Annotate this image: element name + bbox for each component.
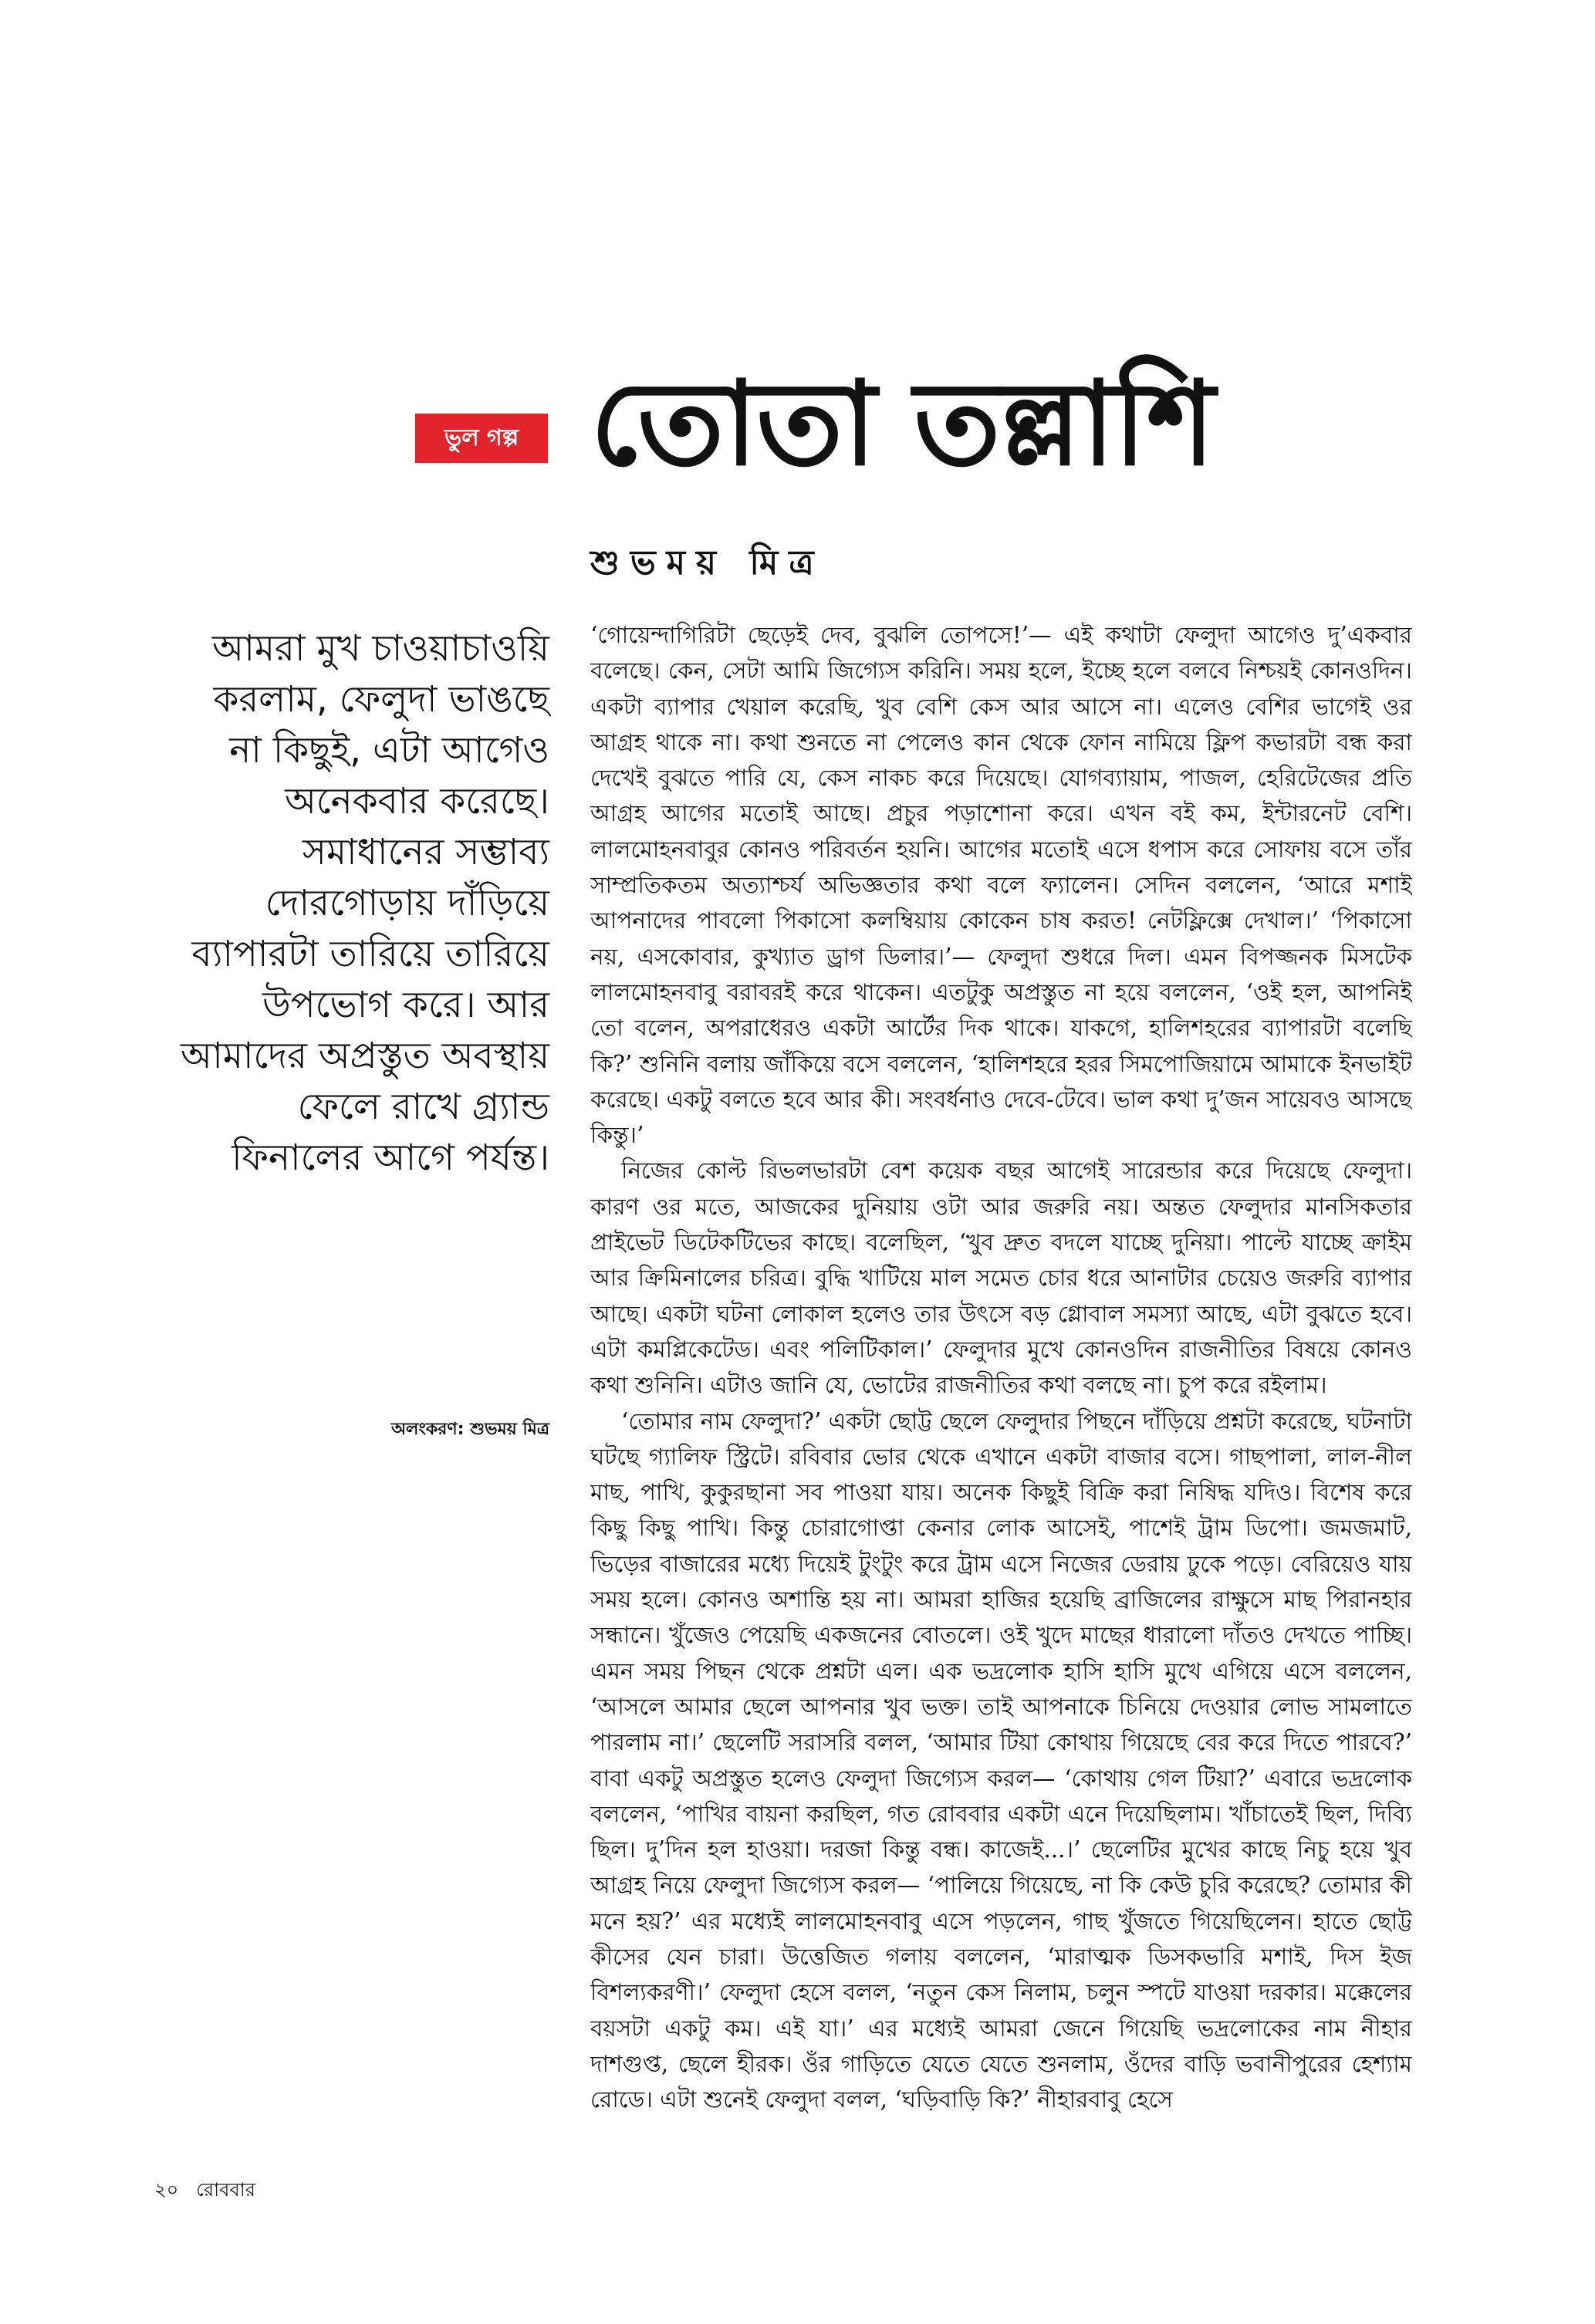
article-title: তোতা তল্লাশি (590, 357, 1214, 491)
pull-quote: আমরা মুখ চাওয়াচাওয়ি করলাম, ফেলুদা ভাঙছে না কিছুই, এটা আগেও অনেকবার করেছে। সমাধানের সম্ভাব্য দোরগোড়ায় দাঁড়িয়ে ব্যাপারটা তারিয়ে তারিয়ে উপভোগ করে। আর আমাদের অপ্রস্তুত অবস্থায় ফেলে রাখে গ্র্যান্ড ফিনালের আগে পর্যন্ত। (181, 627, 549, 1179)
body-paragraph: ‘গোয়েন্দাগিরিটা ছেড়েই দেব, বুঝলি তোপসে!’— এই কথাটা ফেলুদা আগেও দু’একবার বলেছে। কেন, সেটা আমি জিগ্যেস করিনি। সময় হলে, ইচ্ছে হলে বলবে নিশ্চয়ই কোনওদিন। একটা ব্যাপার খেয়াল করেছি, খুব বেশি কেস আর আসে না। এলেও বেশির ভাগেই ওর আগ্রহ থাকে না। কথা শুনতে না পেলেও কান থেকে ফোন নামিয়ে ফ্লিপ কভারটা বন্ধ করা দেখেই বুঝতে পারি যে, কেস নাকচ করে দিয়েছে। যোগব্যায়াম, পাজল, হেরিটেজের প্রতি আগ্রহ আগের মতোই আছে। প্রচুর পড়াশোনা করে। এখন বই কম, ইন্টারনেট বেশি। লালমোহনবাবুর কোনও পরিবর্তন হয়নি। আগের মতোই এসে ধপাস করে সোফায় বসে তাঁর সাম্প্রতিকতম অত্যাশ্চর্য অভিজ্ঞতার কথা বলে ফ্যালেন। সেদিন বললেন, ‘আরে মশাই আপনাদের পাবলো পিকাসো কলম্বিয়ায় কোকেন চাষ করত! নেটফ্লিক্সে দেখাল।’ ‘পিকাসো নয়, এসকোবার, কুখ্যাত ড্রাগ ডিলার।’— ফেলুদা শুধরে দিল। এমন বিপজ্জনক মিসটেক লালমোহনবাবু বরাবরই করে থাকেন। এতটুকু অপ্রস্তুত না হয়ে বললেন, ‘ওই হল, আপনিই তো বলেন, অপরাধেরও একটা আর্টের দিক থাকে। যাকগে, হালিশহরের ব্যাপারটা বলেছি কি?’ শুনিনি বলায় জাঁকিয়ে বসে বললেন, ‘হালিশহরে হরর সিমপোজিয়ামে আমাকে ইনভাইট করেছে। একটু বলতে হবে আর কী। সংবর্ধনাও দেবে-টেবে। ভাল কথা দু’জন সায়েবও আসছে কিন্তু।’ (590, 622, 1412, 1149)
illustration-credit: অলংকরণ: শুভময় মিত্র (390, 1420, 549, 1439)
article-body (590, 617, 1412, 2160)
page-number: ২০ (154, 2179, 179, 2201)
body-paragraph: ‘তোমার নাম ফেলুদা?’ একটা ছোট্ট ছেলে ফেলুদার পিছনে দাঁড়িয়ে প্রশ্নটা করেছে, ঘটনাটা ঘটছে গ্যালিফ স্ট্রিটে। রবিবার ভোর থেকে এখানে একটা বাজার বসে। গাছপালা, লাল-নীল মাছ, পাখি, কুকুরছানা সব পাওয়া যায়। অনেক কিছুই বিক্রি করা নিষিদ্ধ যদিও। বিশেষ করে কিছু কিছু পাখি। কিন্তু চোরাগোপ্তা কেনার লোক আসেই, পাশেই ট্রাম ডিপো। জমজমাট, ভিড়ের বাজারের মধ্যে দিয়েই টুংটুং করে ট্রাম এসে নিজের ডেরায় ঢুকে পড়ে। বেরিয়েও যায় সময় হলে। কোনও অশান্তি হয় না। আমরা হাজির হয়েছি ব্রাজিলের রাক্ষুসে মাছ পিরানহার সন্ধানে। খুঁজেও পেয়েছি একজনের বোতলে। ওই খুদে মাছের ধারালো দাঁতও দেখতে পাচ্ছি। এমন সময় পিছন থেকে প্রশ্নটা এল। এক ভদ্রলোক হাসি হাসি মুখে এগিয়ে এসে বললেন, ‘আসলে আমার ছেলে আপনার খুব ভক্ত। তাই আপনাকে চিনিয়ে দেওয়ার লোভ সামলাতে পারলাম না।’ ছেলেটি সরাসরি বলল, ‘আমার টিয়া কোথায় গিয়েছে বের করে দিতে পারবে?’ বাবা একটু অপ্রস্তুত হলেও ফেলুদা জিগ্যেস করল— ‘কোথায় গেল টিয়া?’ এবারে ভদ্রলোক বললেন, ‘পাখির বায়না করছিল, গত রোববার একটা এনে দিয়েছিলাম। খাঁচাতেই ছিল, দিব্যি ছিল। দু’দিন হল হাওয়া। দরজা কিন্তু বন্ধ। কাজেই...।’ ছেলেটির মুখের কাছে নিচু হয়ে খুব আগ্রহ নিয়ে ফেলুদা জিগ্যেস করল— ‘পালিয়ে গিয়েছে, না কি কেউ চুরি করেছে? তোমার কী মনে হয়?’ এর মধ্যেই লালমোহনবাবু এসে পড়লেন, গাছ খুঁজতে গিয়েছিলেন। হাতে ছোট্ট কীসের যেন চারা। উত্তেজিত গলায় বললেন, ‘মারাত্মক ডিসকভারি মশাই, দিস ইজ বিশল্যকরণী।’ ফেলুদা হেসে বলল, ‘নতুন কেস নিলাম, চলুন স্পটে যাওয়া দরকার। মক্কেলের বয়সটা একটু কম। এই যা।’ এর মধ্যেই আমরা জেনে গিয়েছি ভদ্রলোকের নাম নীহার দাশগুপ্ত, ছেলে হীরক। ওঁর গাড়িতে যেতে যেতে শুনলাম, ওঁদের বাড়ি ভবানীপুরের হেশ্যাম রোডে। এটা শুনেই ফেলুদা বলল, ‘ঘড়িবাড়ি কি?’ নীহারবাবু হেসে (590, 1407, 1412, 2113)
article-author: শুভময় মিত্র (590, 543, 825, 583)
magazine-name: রোববার (196, 2179, 255, 2201)
category-tag: ভুল গল্প (415, 414, 548, 463)
page-footer (154, 2176, 540, 2207)
body-paragraph: নিজের কোল্ট রিভলভারটা বেশ কয়েক বছর আগেই সারেন্ডার করে দিয়েছে ফেলুদা। কারণ ওর মতে, আজকের দুনিয়ায় ওটা আর জরুরি নয়। অন্তত ফেলুদার মানসিকতার প্রাইভেট ডিটেকটিভের কাছে। বলেছিল, ‘খুব দ্রুত বদলে যাচ্ছে দুনিয়া। পাল্টে যাচ্ছে ক্রাইম আর ক্রিমিনালের চরিত্র। বুদ্ধি খাটিয়ে মাল সমেত চোর ধরে আনাটার চেয়েও জরুরি ব্যাপার আছে। একটা ঘটনা লোকাল হলেও তার উৎসে বড় গ্লোবাল সমস্যা আছে, এটা বুঝতে হবে। এটা কমপ্লিকেটেড। এবং পলিটিকাল।’ ফেলুদার মুখে কোনওদিন রাজনীতির বিষয়ে কোনও কথা শুনিনি। এটাও জানি যে, ভোটের রাজনীতির কথা বলছে না। চুপ করে রইলাম। (590, 1157, 1412, 1399)
